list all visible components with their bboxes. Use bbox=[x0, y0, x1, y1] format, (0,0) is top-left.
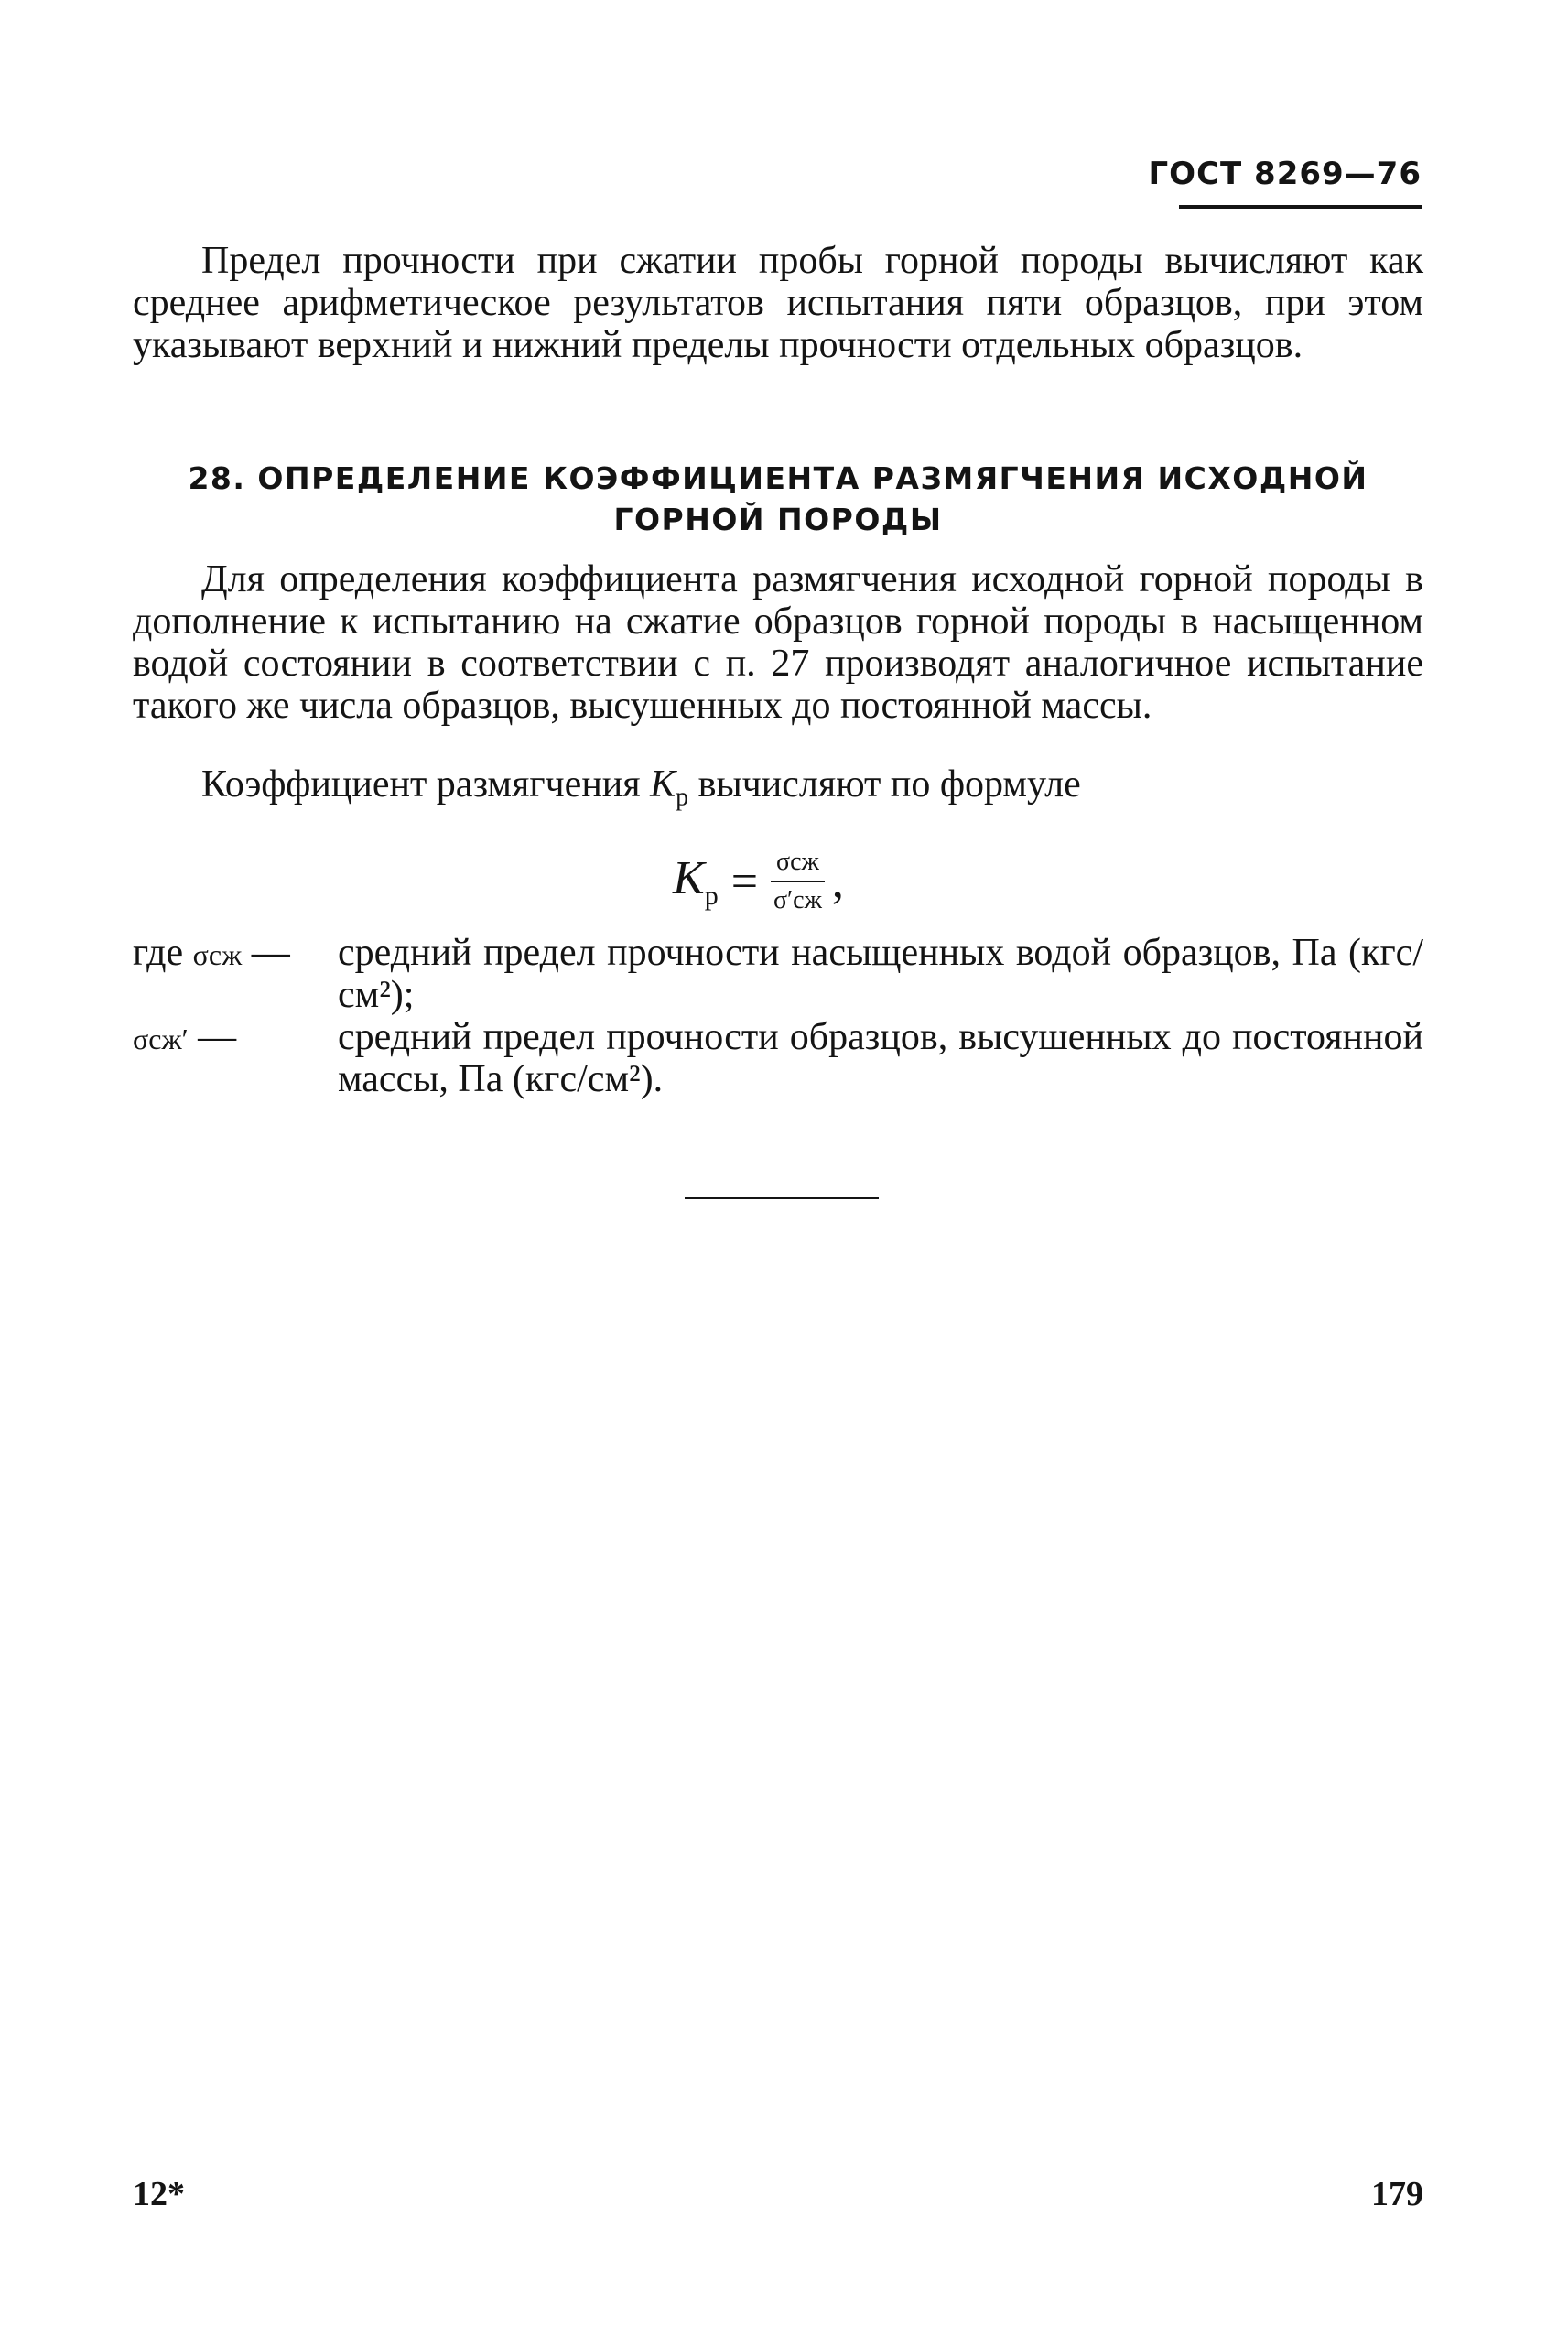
definition-prefix: где bbox=[133, 932, 193, 974]
formula-intro-symbol-sub: р bbox=[676, 783, 689, 812]
definition-symbol: σсж′ bbox=[133, 1022, 189, 1055]
definition-row bbox=[133, 1016, 1423, 1100]
definition-term bbox=[133, 932, 338, 976]
definition-dash: — bbox=[188, 1016, 237, 1058]
paragraph-formula-intro bbox=[133, 763, 1423, 818]
definition-dash: — bbox=[242, 932, 290, 974]
formula-equals: = bbox=[730, 855, 759, 908]
definition-term bbox=[133, 1016, 338, 1060]
document-code: ГОСТ 8269—76 bbox=[1148, 156, 1422, 192]
definition-text: средний предел прочности насыщенных водой образцов, Па (кгс/см²); bbox=[338, 932, 1423, 1016]
paragraph-compressive-strength: Предел прочности при сжатии пробы горной породы вычисляют как среднее арифметическое результатов испытания пяти образцов, при этом указывают верхний и нижний пределы прочности отдельных образцов. bbox=[133, 240, 1423, 366]
formula-numerator: σсж bbox=[776, 848, 819, 876]
section-title: 28. ОПРЕДЕЛЕНИЕ КОЭФФИЦИЕНТА РАЗМЯГЧЕНИЯ ИСХОДНОЙ ГОРНОЙ ПОРОДЫ bbox=[188, 460, 1368, 537]
formula-denominator: σ′сж bbox=[773, 886, 822, 914]
formula-lhs-symbol: K bbox=[673, 852, 705, 904]
definition-symbol: σсж bbox=[192, 938, 243, 971]
section-end-rule bbox=[685, 1197, 879, 1199]
page-header bbox=[1149, 156, 1422, 209]
definition-text: средний предел прочности образцов, высушенных до постоянной массы, Па (кгс/см²). bbox=[338, 1016, 1423, 1100]
definition-row bbox=[133, 932, 1423, 1016]
formula-definitions bbox=[133, 932, 1423, 1100]
formula-fraction bbox=[771, 848, 825, 915]
formula-intro-suffix: вычисляют по формуле bbox=[688, 763, 1081, 806]
formula-lhs bbox=[673, 851, 719, 912]
paragraph-softening-method: Для определения коэффициента размягчения исходной горной породы в дополнение к испытанию на сжатие образцов горной породы в насыщенном водой состоянии в соответствии с п. 27 производят аналогичное испытание такого же числа образцов, высушенных до постоянной массы. bbox=[133, 558, 1423, 727]
formula-intro-prefix: Коэффициент размягчения bbox=[201, 763, 651, 806]
formula-lhs-sub: р bbox=[704, 881, 719, 911]
footer-signature-mark: 12* bbox=[133, 2175, 185, 2213]
softening-formula bbox=[673, 831, 844, 932]
formula-trailing-comma: , bbox=[831, 855, 844, 908]
page-number: 179 bbox=[1371, 2175, 1423, 2213]
formula-intro-symbol: K bbox=[650, 763, 676, 806]
header-rule bbox=[1179, 205, 1422, 209]
